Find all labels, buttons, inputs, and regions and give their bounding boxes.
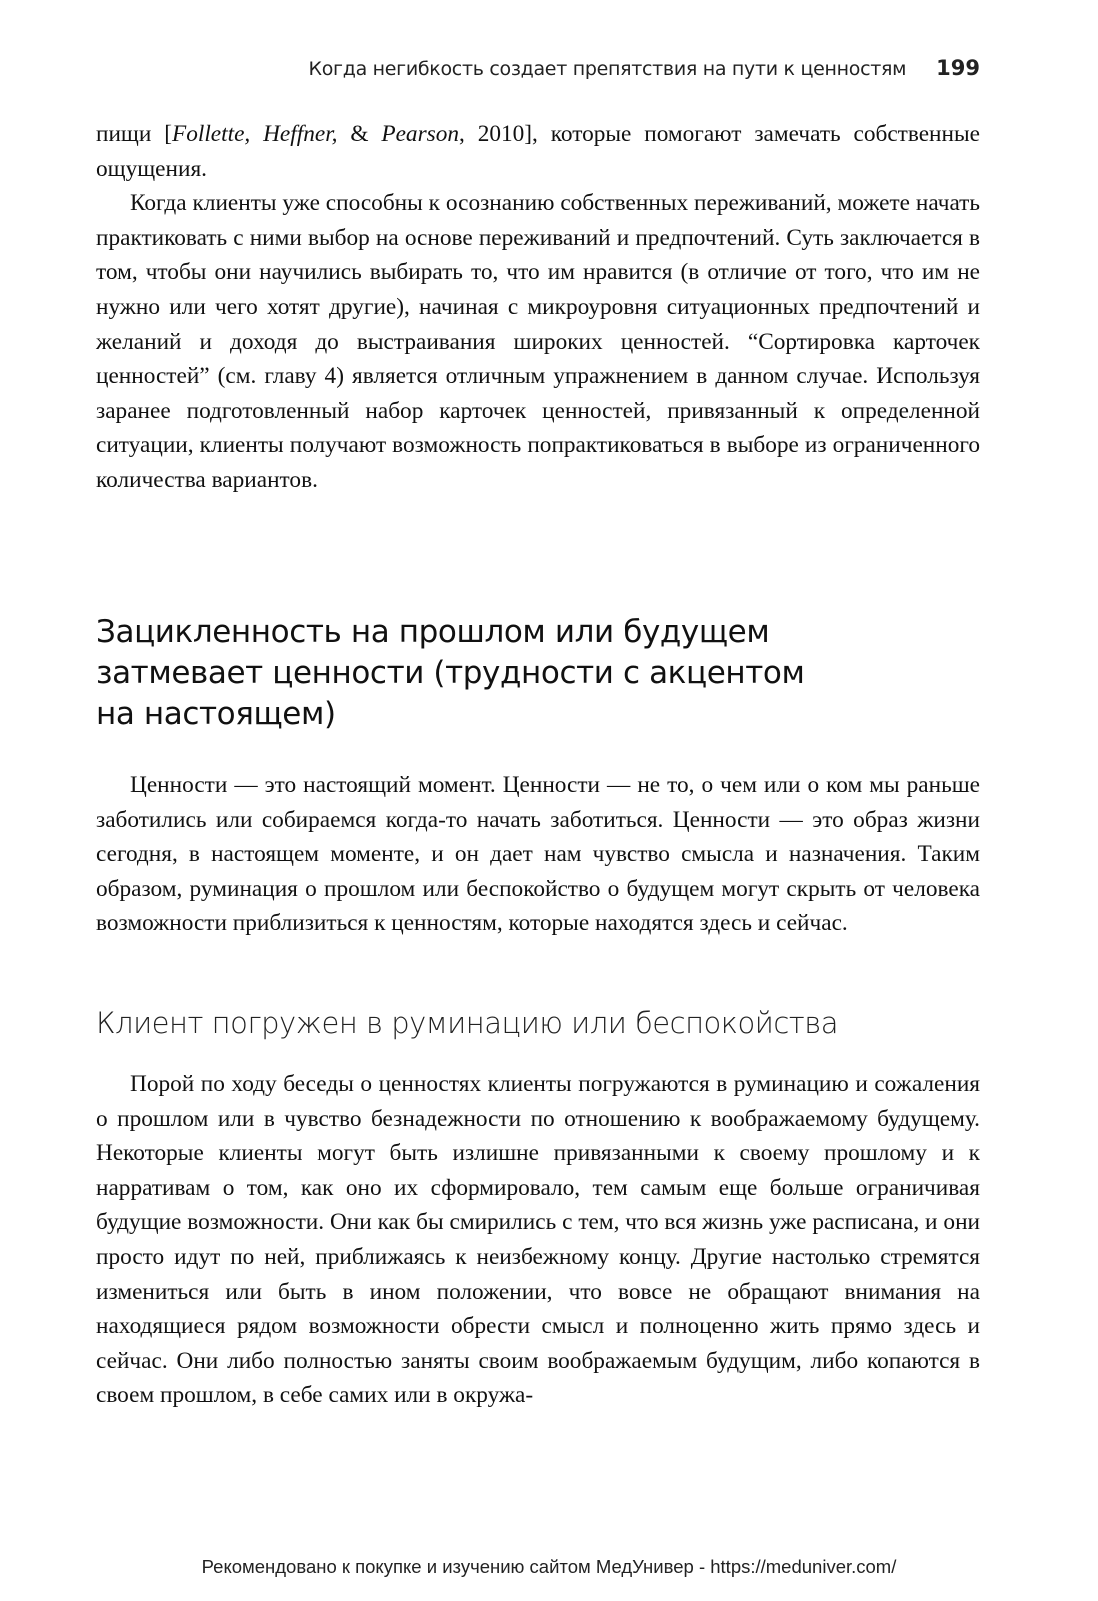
section-heading-line-1: Зацикленность на прошлом или будущем [96, 614, 770, 650]
subsection-text [96, 1067, 980, 1413]
citation-ampersand: & [337, 121, 382, 147]
section-heading-line-2: затмевает ценности (трудности с акцентом [96, 655, 805, 691]
citation-authors-1: Follette, Heffner, [171, 121, 338, 147]
running-header [96, 56, 980, 80]
citation-authors-2: Pearson [381, 121, 460, 147]
intro-paragraph-2: Когда клиенты уже способны к осознанию собственных переживаний, можете начать практиковать с ними выбор на основе переживаний и предпочтений. Суть заключается в том, чтобы они научились выбирать то, что им нравится (в отличие от того, что им не нужно или чего хотят другие), начиная с микроуровня ситуационных предпочтений и желаний и доходя до выстраивания широких ценностей. “Сортировка карточек ценностей” (см. главу 4) является отличным упражнением в данном случае. Используя заранее подготовленный набор карточек ценностей, привязанный к определенной ситуации, клиенты получают возможность попрактиковаться в выборе из ограниченного количества вариантов. [96, 190, 980, 493]
section-paragraph-1: Ценности — это настоящий момент. Ценности — не то, о чем или о ком мы раньше заботились или собираемся когда-то начать заботиться. Ценности — это образ жизни сегодня, в настоящем моменте, и он дает нам чувство смысла и назначения. Таким образом, руминация о прошлом или беспокойство о будущем могут скрыть от человека возможности приблизиться к ценностям, которые находятся здесь и сейчас. [96, 772, 980, 937]
section-text [96, 768, 980, 941]
subsection-heading: Клиент погружен в руминацию или беспокойства [96, 1006, 838, 1040]
section-heading [96, 612, 980, 735]
citation-open: пищи [ [96, 121, 172, 147]
intro-text [96, 117, 980, 498]
footer-note: Рекомендовано к покупке и изучению сайтом МедУнивер - https://meduniver.com/ [201, 1556, 897, 1577]
subsection-paragraph-1: Порой по ходу беседы о ценностях клиенты погружаются в руминацию и сожаления о прошлом или в чувство безнадежности по отношению к воображаемому будущему. Некоторые клиенты могут быть излишне привязанными к своему прошлому и к нарративам о том, как оно их сформировало, тем самым еще больше ограничивая будущие возможности. Они как бы смирились с тем, что вся жизнь уже расписана, и они просто идут по ней, приближаясь к неизбежному концу. Другие настолько стремятся измениться или быть в ином положении, что вовсе не обращают внимания на находящиеся рядом возможности обрести смысл и полноценно жить прямо здесь и сейчас. Они либо полностью заняты своим воображаемым будущим, либо копаются в своем прошлом, в себе самих или в окружа- [96, 1071, 980, 1409]
intro-paragraph-1 [96, 117, 980, 186]
section-heading-line-3: на настоящем) [96, 696, 336, 732]
page-number: 199 [936, 56, 980, 80]
citation-close: , 2010], которые помогают замечать собственные ощущения. [96, 121, 980, 182]
running-title: Когда негибкость создает препятствия на пути к ценностям [308, 58, 907, 80]
